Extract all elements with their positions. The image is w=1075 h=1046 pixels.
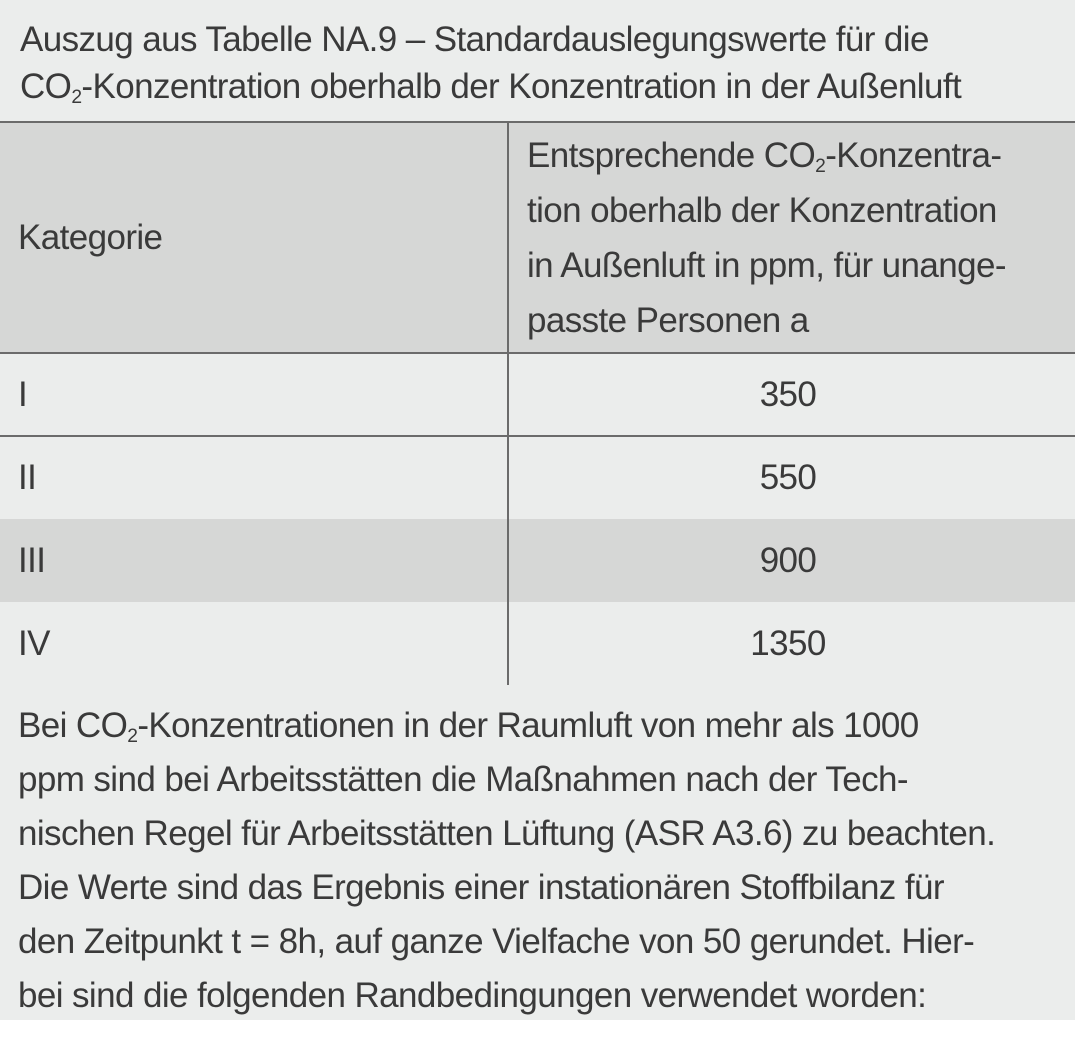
co2-table xyxy=(0,123,1075,685)
note-rest-text: -Konzentrationen in der Raumluft von mehr als 1000 xyxy=(137,706,919,745)
table-row xyxy=(0,602,1075,685)
header-rest-text: -Konzentra- xyxy=(825,135,1002,175)
header-category: Kategorie xyxy=(0,123,508,353)
header-value-line-4: passte Personen a xyxy=(527,300,809,340)
header-value-line-2: tion oberhalb der Konzentration xyxy=(527,190,997,230)
table-header-row xyxy=(0,123,1075,353)
note-line-6: bei sind die folgenden Randbedingungen verwendet worden: xyxy=(18,976,927,1015)
note-line-3: nischen Regel für Arbeitsstätten Lüftung (ASR A3.6) zu beachten. xyxy=(18,814,996,853)
header-value-line-1 xyxy=(527,128,1063,183)
note-line-1 xyxy=(18,699,1055,753)
header-value-line-3: in Außenluft in ppm, für unange- xyxy=(527,245,1006,285)
row-value: 350 xyxy=(508,353,1075,436)
note-line-2: ppm sind bei Arbeitsstätten die Maßnahmen nach der Tech- xyxy=(18,760,908,799)
table-caption xyxy=(0,0,1075,123)
table-row xyxy=(0,436,1075,519)
row-category: II xyxy=(0,436,508,519)
note-subscript: 2 xyxy=(127,725,138,747)
table-row xyxy=(0,519,1075,602)
row-category: IV xyxy=(0,602,508,685)
note-co-text: Bei CO xyxy=(18,706,128,745)
header-value xyxy=(508,123,1075,353)
caption-line-2 xyxy=(20,63,1055,110)
caption-line-1: Auszug aus Tabelle NA.9 – Standardauslegungswerte für die xyxy=(20,20,929,59)
caption-rest-text: -Konzentration oberhalb der Konzentration in der Außenluft xyxy=(81,67,962,106)
row-value: 900 xyxy=(759,540,817,580)
row-value: 550 xyxy=(759,458,817,497)
header-co-text: Entsprechende CO xyxy=(527,135,816,175)
row-value: 1350 xyxy=(750,623,826,663)
note-line-4: Die Werte sind das Ergebnis einer instationären Stoffbilanz für xyxy=(18,868,944,907)
table-footnote xyxy=(0,687,1075,1023)
header-subscript: 2 xyxy=(815,155,826,177)
row-category: I xyxy=(0,353,508,436)
table-row xyxy=(0,353,1075,436)
row-category: III xyxy=(0,519,508,602)
note-line-5: den Zeitpunkt t = 8h, auf ganze Vielfache von 50 gerundet. Hier- xyxy=(18,922,975,961)
caption-co-text: CO xyxy=(20,67,72,106)
caption-subscript: 2 xyxy=(71,86,82,108)
